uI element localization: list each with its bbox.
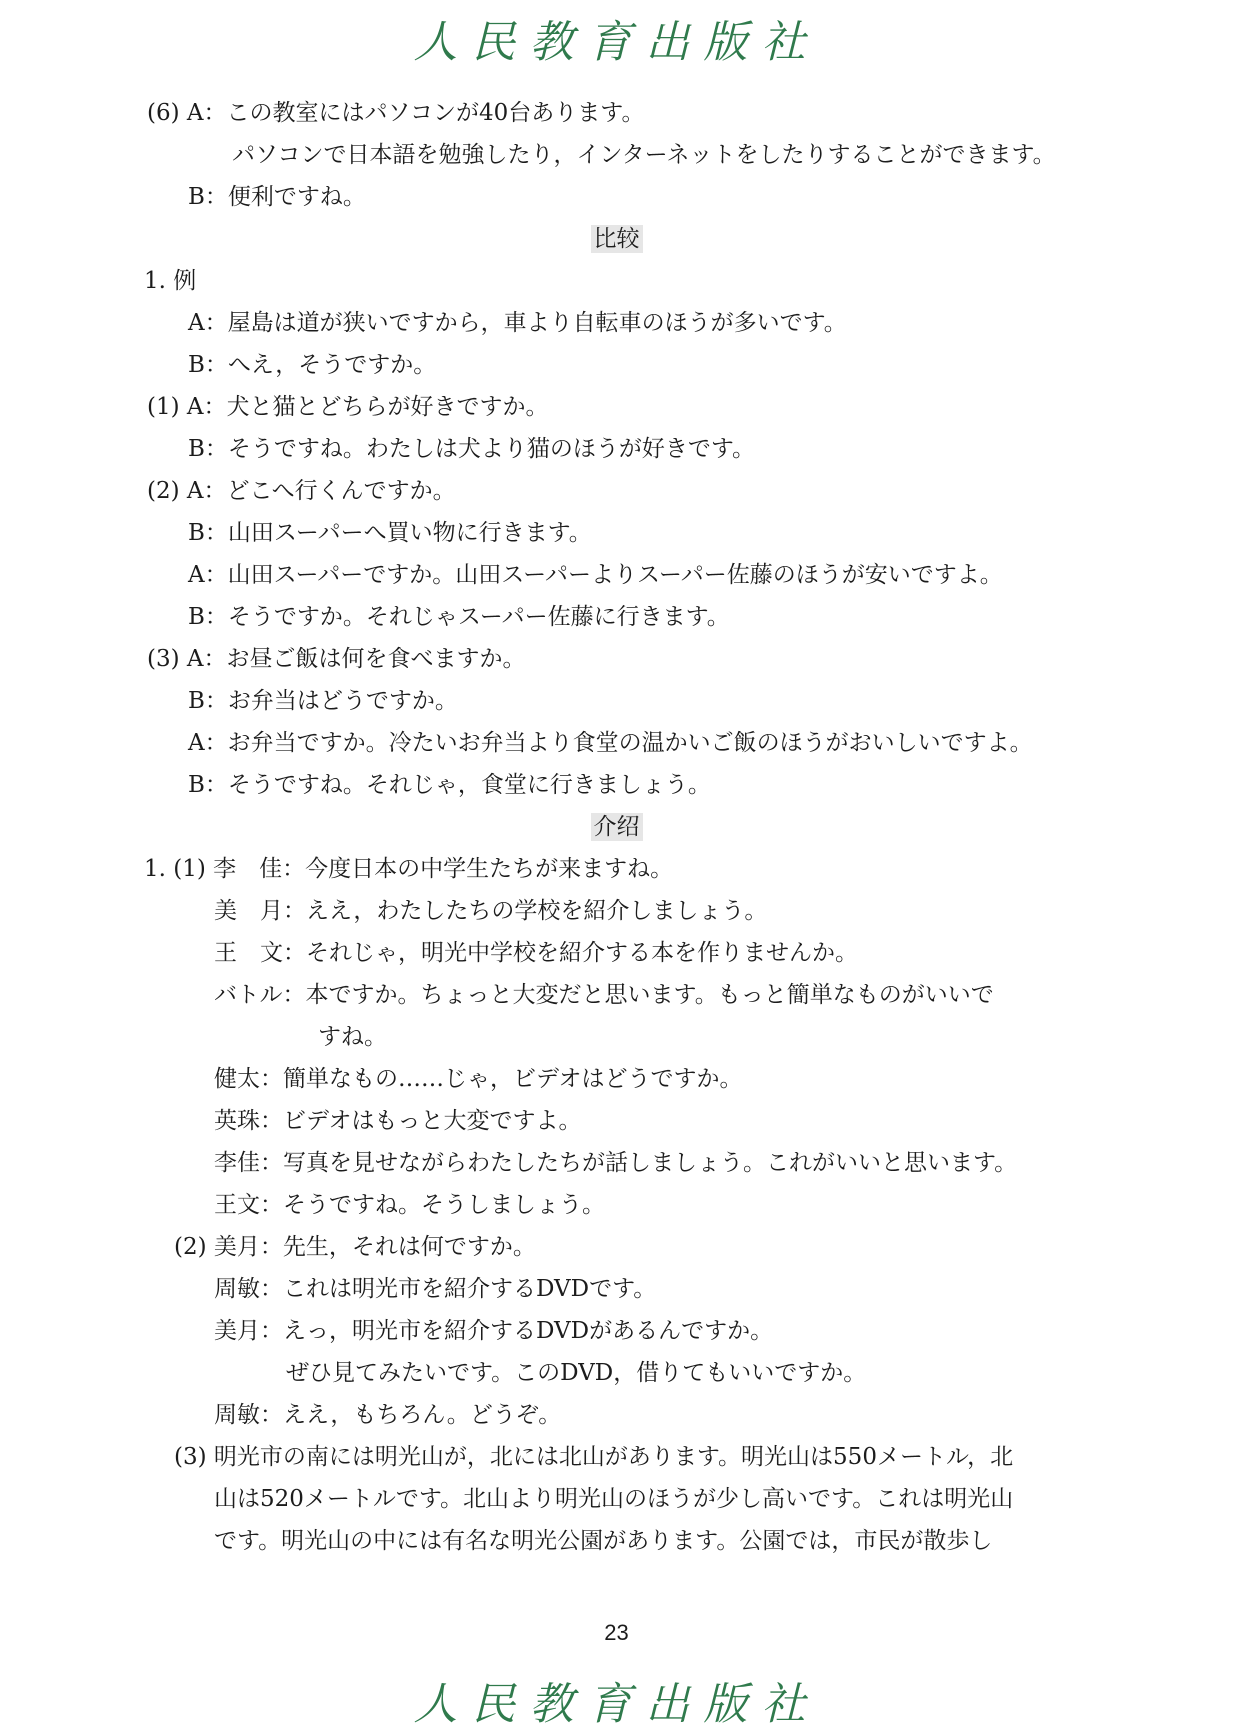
text-line: 山は520メートルです。北山より明光山のほうが少し高いです。これは明光山 — [214, 1486, 1014, 1512]
text-line: 美月：えっ，明光市を紹介するDVDがあるんですか。 — [214, 1318, 774, 1344]
text-line: A：お弁当ですか。冷たいお弁当より食堂の温かいご飯のほうがおいしいですよ。 — [188, 730, 1033, 756]
text-line: 周敏：ええ，もちろん。どうぞ。 — [214, 1402, 562, 1428]
text-line: 李佳：写真を見せながらわたしたちが話しましょう。これがいいと思います。 — [214, 1150, 1018, 1176]
text-line: 健太：簡単なもの……じゃ，ビデオはどうですか。 — [214, 1066, 743, 1092]
text-line: 王 文：それじゃ，明光中学校を紹介する本を作りませんか。 — [214, 940, 858, 966]
text-line: 美 月：ええ，わたしたちの学校を紹介しましょう。 — [214, 898, 768, 924]
section-heading-introduction: 介绍 — [0, 812, 1233, 842]
text-line: B：そうですね。それじゃ，食堂に行きましょう。 — [188, 772, 711, 798]
text-line: です。明光山の中には有名な明光公園があります。公園では，市民が散歩し — [214, 1528, 993, 1554]
page-number: 23 — [604, 1620, 629, 1645]
text-line: B：お弁当はどうですか。 — [188, 688, 458, 714]
publisher-logo-footer: 人民教育出版社 — [413, 1679, 820, 1730]
text-line: A：屋島は道が狭いですから，車より自転車のほうが多いです。 — [188, 310, 847, 336]
text-line: (3) 明光市の南には明光山が，北には北山があります。明光山は550メートル，北 — [174, 1444, 1014, 1470]
publisher-logo-header: 人民教育出版社 — [413, 17, 820, 68]
text-line: (1) A：犬と猫とどちらが好きですか。 — [147, 394, 549, 420]
text-line: 周敏：これは明光市を紹介するDVDです。 — [214, 1276, 657, 1302]
text-line: すね。 — [318, 1024, 387, 1050]
text-line: 英珠：ビデオはもっと大変ですよ。 — [214, 1108, 582, 1134]
text-line: 王文：そうですね。そうしましょう。 — [214, 1192, 605, 1218]
text-line: B：山田スーパーへ買い物に行きます。 — [188, 520, 592, 546]
section-heading-comparison: 比较 — [0, 224, 1233, 254]
text-line: A：山田スーパーですか。山田スーパーよりスーパー佐藤のほうが安いですよ。 — [188, 562, 1003, 588]
text-line: B：そうですか。それじゃスーパー佐藤に行きます。 — [188, 604, 730, 630]
text-line: パソコンで日本語を勉強したり，インターネットをしたりすることができます。 — [232, 142, 1056, 168]
text-line: B：へえ，そうですか。 — [188, 352, 437, 378]
text-line: (6) A：この教室にはパソコンが40台あります。 — [147, 100, 645, 126]
text-line: (3) A：お昼ご飯は何を食べますか。 — [147, 646, 526, 672]
text-line: B：そうですね。わたしは犬より猫のほうが好きです。 — [188, 436, 756, 462]
text-line: バトル：本ですか。ちょっと大変だと思います。もっと簡単なものがいいで — [214, 982, 994, 1008]
text-line: (2) 美月：先生，それは何ですか。 — [174, 1234, 536, 1260]
text-line: 1. 例 — [144, 268, 197, 294]
text-line: ぜひ見てみたいです。このDVD，借りてもいいですか。 — [286, 1360, 867, 1386]
text-line: (2) A：どこへ行くんですか。 — [147, 478, 456, 504]
text-line: 1. (1) 李 佳：今度日本の中学生たちが来ますね。 — [144, 856, 674, 882]
text-line: B：便利ですね。 — [188, 184, 366, 210]
